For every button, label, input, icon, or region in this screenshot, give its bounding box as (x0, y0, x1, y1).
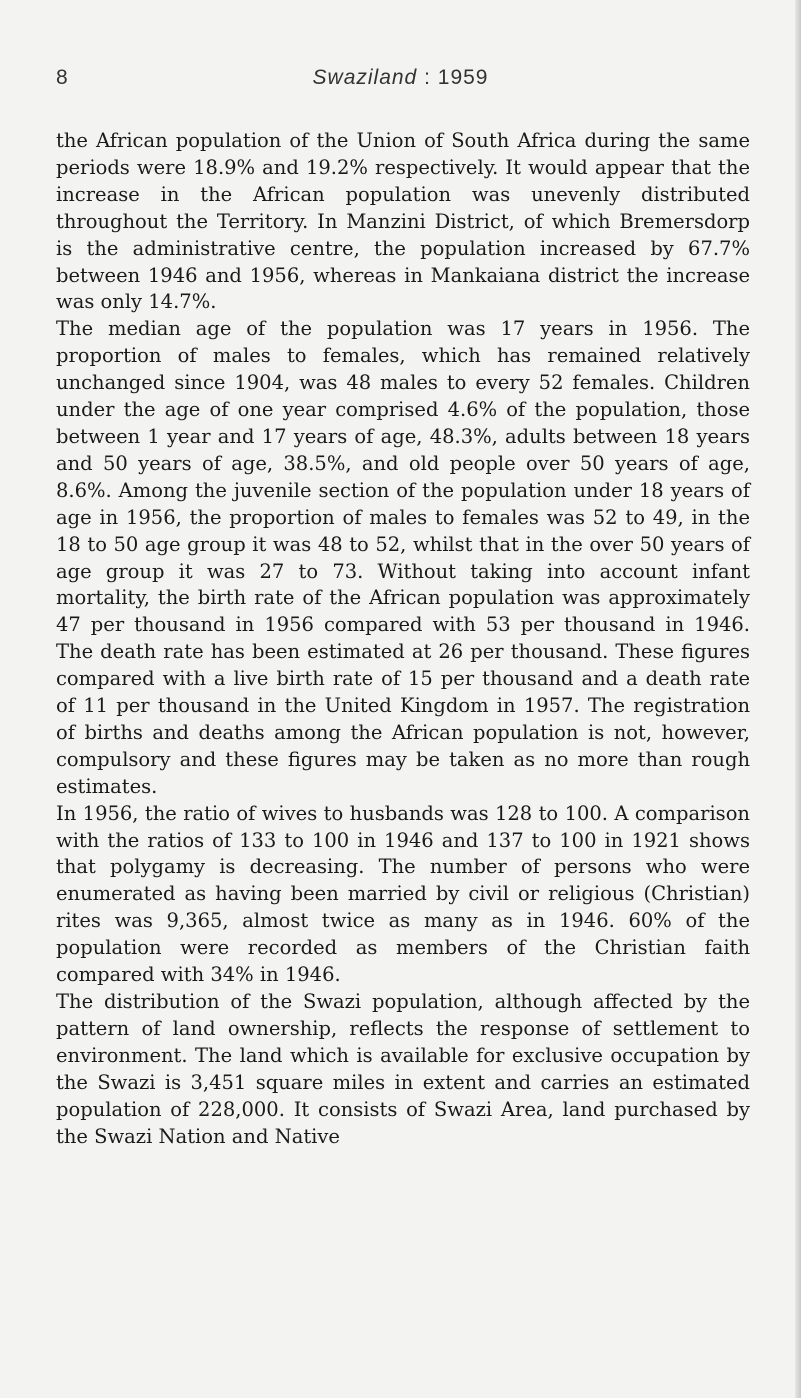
running-head-separator: : (417, 66, 438, 89)
page-header (0, 66, 801, 106)
page-number: 8 (56, 66, 68, 89)
paragraph-4: The distribution of the Swazi population, although affected by the pattern of land ownership, reflects the response of settlement to environment. The land which is available for exclusive occupation by the Swazi is 3,451 square miles in extent and carries an estimated population of 228,000. It consists of Swazi Area, land purchased by the Swazi Nation and Native (56, 990, 750, 1148)
running-head-title: Swaziland (312, 66, 418, 89)
running-head-year: 1959 (437, 66, 489, 89)
running-head (0, 66, 801, 90)
paragraph-1: the African population of the Union of South Africa during the same periods were 18.9% and 19.2% respectively. It would appear that the increase in the African population was unevenly distributed throughout the Territory. In Manzini District, of which Bremersdorp is the administrative centre, the population increased by 67.7% between 1946 and 1956, whereas in Mankaiana district the increase was only 14.7%. (56, 129, 750, 314)
paragraph-2: The median age of the population was 17 years in 1956. The proportion of males to females, which has remained relatively unchanged since 1904, was 48 males to every 52 females. Children under the age of one year comprised 4.6% of the population, those between 1 year and 17 years of age, 48.3%, adults between 18 years and 50 years of age, 38.5%, and old people over 50 years of age, 8.6%. Among the juvenile section of the population under 18 years of age in 1956, the proportion of males to females was 52 to 49, in the 18 to 50 age group it was 48 to 52, whilst that in the over 50 years of age group it was 27 to 73. Without taking into account infant mortality, the birth rate of the African population was approximately 47 per thousand in 1956 compared with 53 per thousand in 1946. The death rate has been estimated at 26 per thousand. These figures compared with a live birth rate of 15 per thousand and a death rate of 11 per thousand in the United Kingdom in 1957. The registration of births and deaths among the African population is not, however, compulsory and these figures may be taken as no more than rough estimates. (56, 317, 750, 798)
paragraph-3: In 1956, the ratio of wives to husbands was 128 to 100. A comparison with the ratios of 133 to 100 in 1946 and 137 to 100 in 1921 shows that polygamy is decreasing. The number of persons who were enumerated as having been married by civil or religious (Christian) rites was 9,365, almost twice as many as in 1946. 60% of the population were recorded as members of the Christian faith compared with 34% in 1946. (56, 801, 750, 987)
body-text (56, 128, 750, 1150)
page-edge-shadow (795, 0, 801, 1398)
